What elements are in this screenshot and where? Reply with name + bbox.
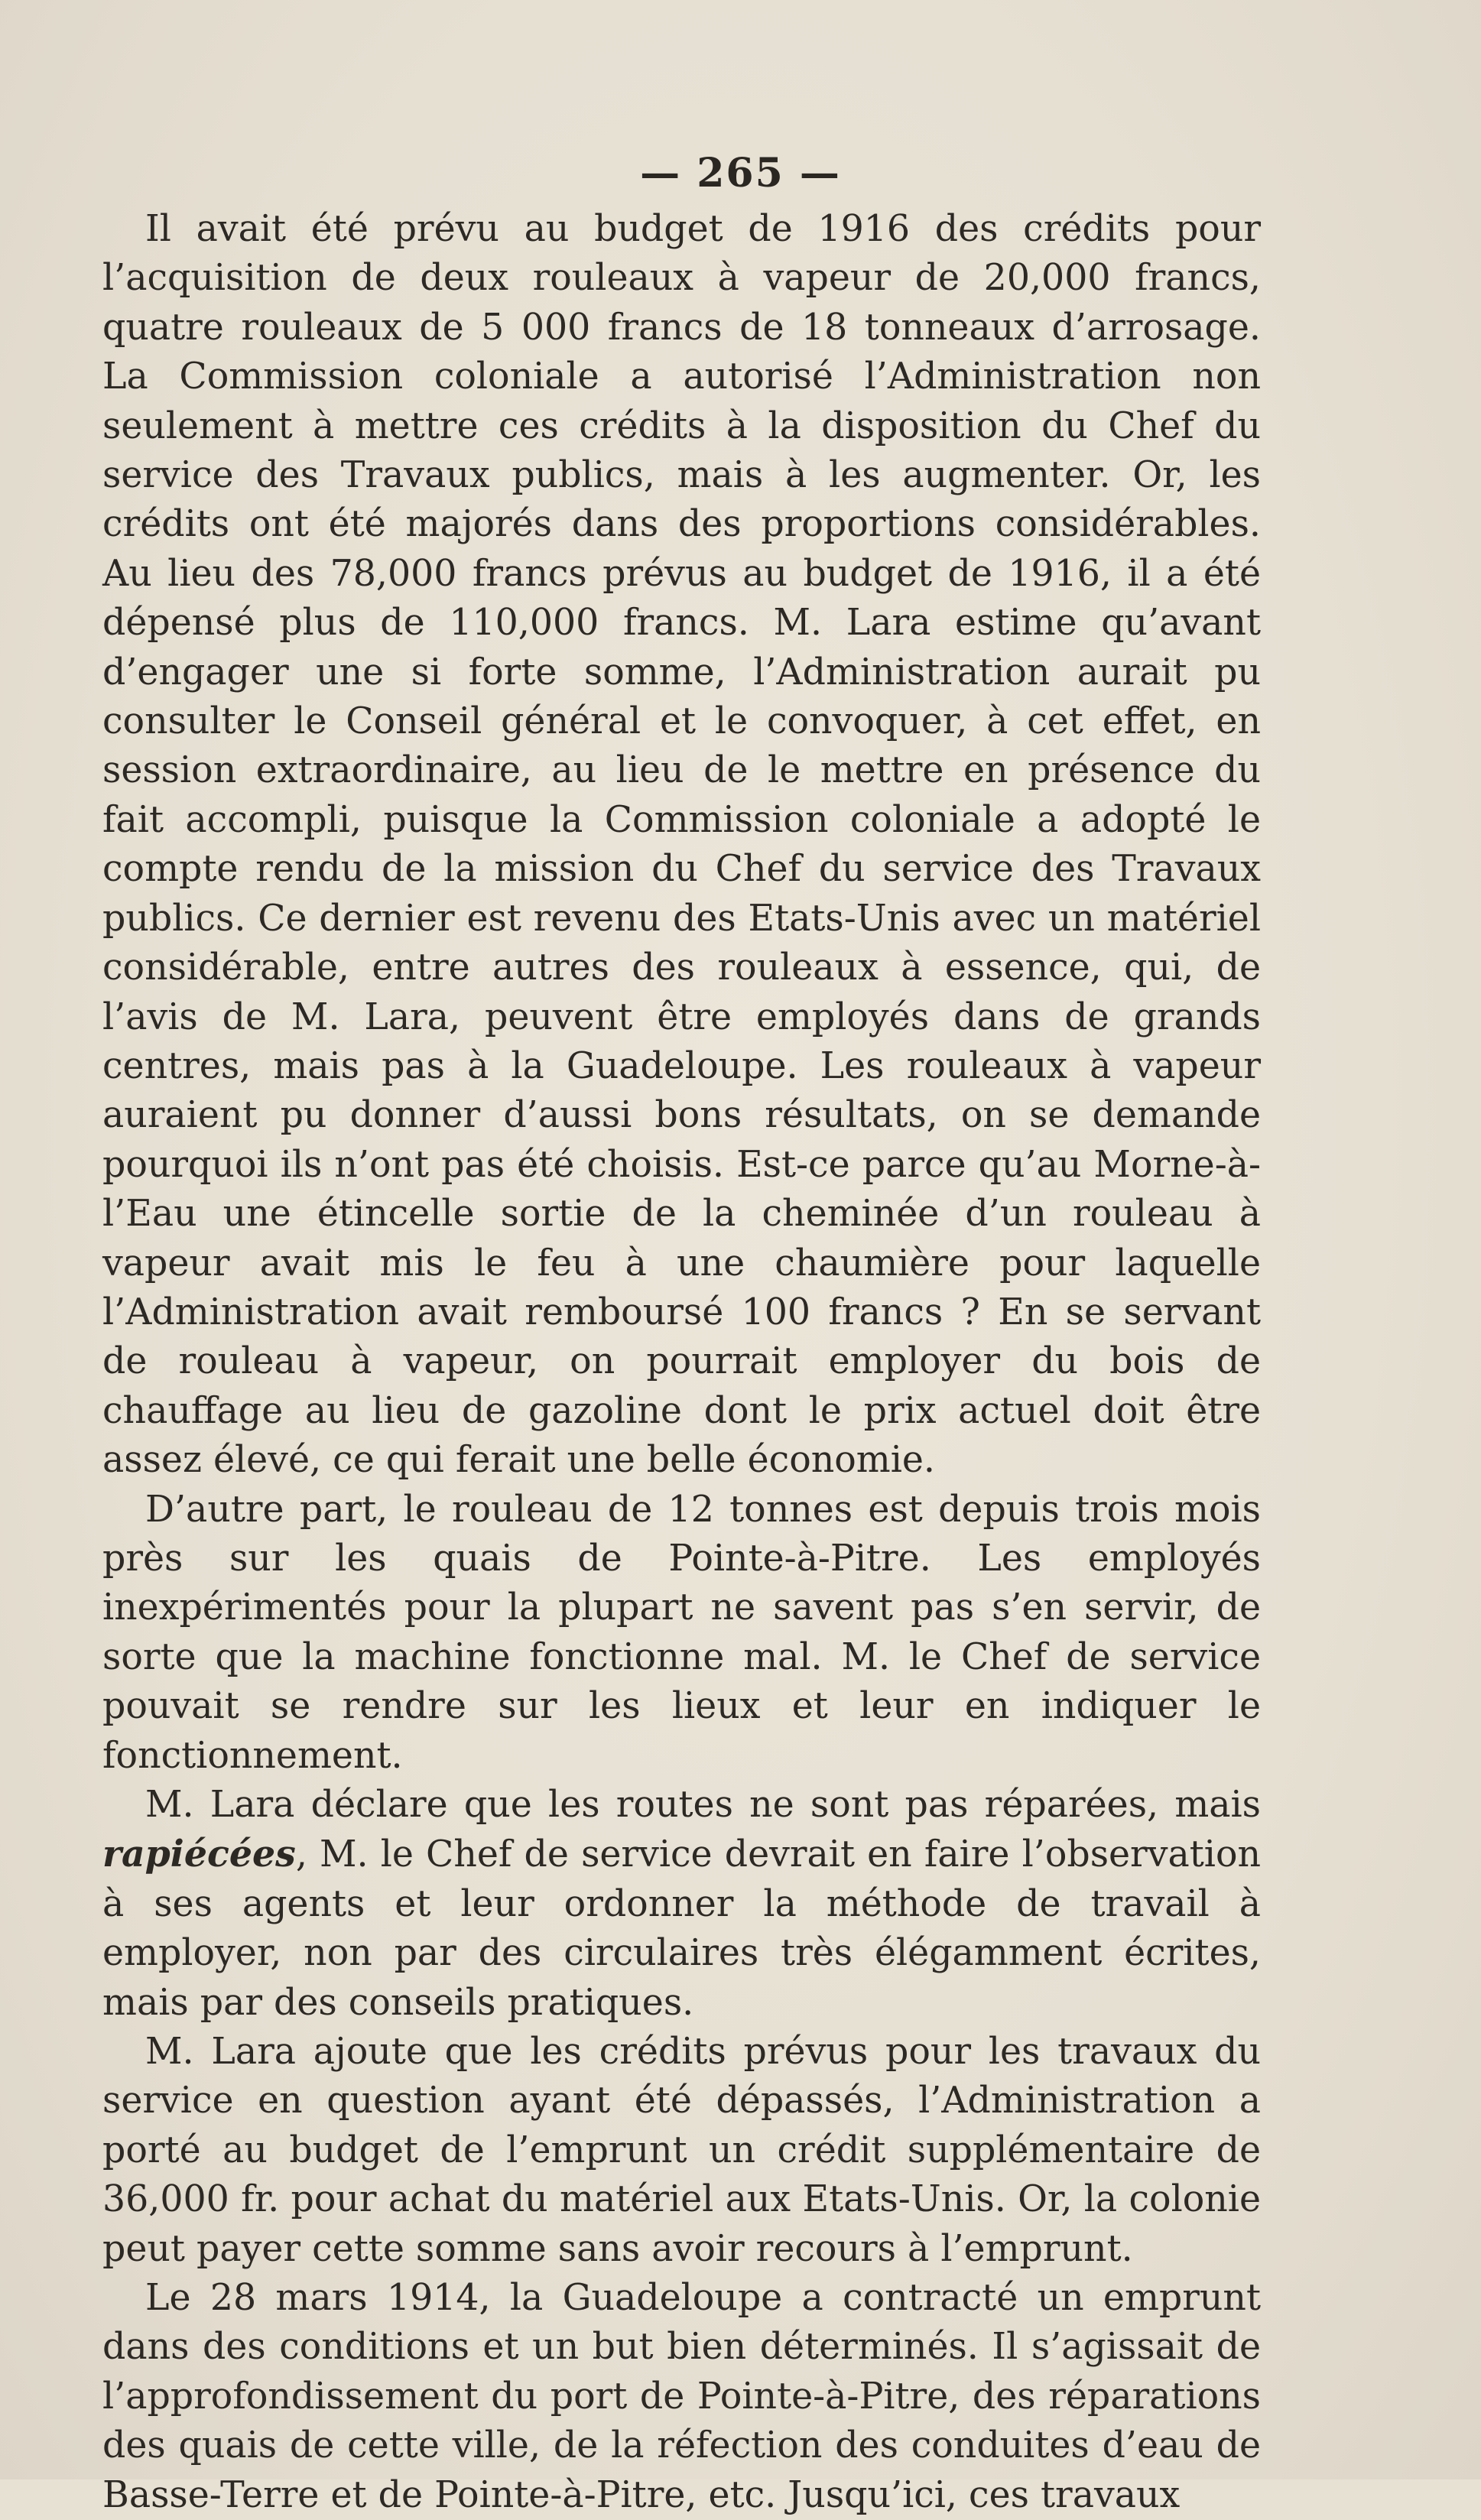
paragraph-4: M. Lara ajoute que les crédits prévus pour les travaux du service en question ayant été dépassés, l’Administration a porté au budget de l’emprunt un crédit supplémentaire de 36,000 fr. pour achat du matériel aux Etats-Unis. Or, la colonie peut payer cette somme sans avoir recours à l’emprunt. bbox=[102, 2031, 1261, 2270]
paragraph-1: Il avait été prévu au budget de 1916 des crédits pour l’acquisition de deux rouleaux à vapeur de 20,000 francs, quatre rouleaux de 5 000 francs de 18 tonneaux d’arrosage. La Commission coloniale a autorisé l’Administration non seulement à mettre ces crédits à la disposition du Chef du service des Travaux publics, mais à les augmenter. Or, les crédits ont été majorés dans des proportions considérables. Au lieu des 78,000 francs prévus au budget de 1916, il a été dépensé plus de 110,000 francs. M. Lara estime qu’avant d’engager une si forte somme, l’Administration aurait pu consulter le Conseil général et le convoquer, à cet effet, en session extraordinaire, au lieu de le mettre en présence du fait accompli, puisque la Commission coloniale a adopté le compte rendu de la mission du Chef du service des Travaux publics. Ce dernier est revenu des Etats-Unis avec un matériel considérable, entre autres des rouleaux à essence, qui, de l’avis de M. Lara, peuvent être employés dans de grands centres, mais pas à la Guadeloupe. Les rouleaux à vapeur auraient pu donner d’aussi bons résultats, on se demande pourquoi ils n’ont pas été choisis. Est-ce parce qu’au Morne-à-l’Eau une étincelle sortie de la cheminée d’un rouleau à vapeur avait mis le feu à une chaumière pour laquelle l’Administration avait remboursé 100 francs ? En se servant de rouleau à vapeur, on pourrait employer du bois de chauffage au lieu de gazoline dont le prix actuel doit être assez élevé, ce qui ferait une belle économie. bbox=[102, 208, 1261, 1482]
paragraph-3-start: M. Lara déclare que les routes ne sont pas réparées, mais bbox=[145, 1784, 1261, 1826]
body-text bbox=[102, 205, 1261, 2520]
paragraph-3 bbox=[102, 1781, 1261, 2028]
paragraph-5: Le 28 mars 1914, la Guadeloupe a contracté un emprunt dans des conditions et un but bien déterminés. Il s’agissait de l’approfondissement du port de Pointe-à-Pitre, des réparations des quais de cette ville, de la réfection des conduites d’eau de Basse-Terre et de Pointe-à-Pitre, etc. Jusqu’ici, ces travaux bbox=[102, 2277, 1261, 2516]
emphasized-word: rapiécées bbox=[102, 1833, 296, 1876]
paragraph-2: D’autre part, le rouleau de 12 tonnes est depuis trois mois près sur les quais de Pointe-à-Pitre. Les employés inexpérimentés pour la plupart ne savent pas s’en servir, de sorte que la machine fonctionne mal. M. le Chef de service pouvait se rendre sur les lieux et leur en indiquer le fonctionnement. bbox=[102, 1488, 1261, 1777]
page-number: — 265 — bbox=[640, 150, 841, 196]
paragraph-3-end: , M. le Chef de service devrait en faire l’observation à ses agents et leur ordonner la méthode de travail à employer, non par des circulaires très élégamment écrites, mais par des conseils pratiques. bbox=[102, 1833, 1261, 2024]
